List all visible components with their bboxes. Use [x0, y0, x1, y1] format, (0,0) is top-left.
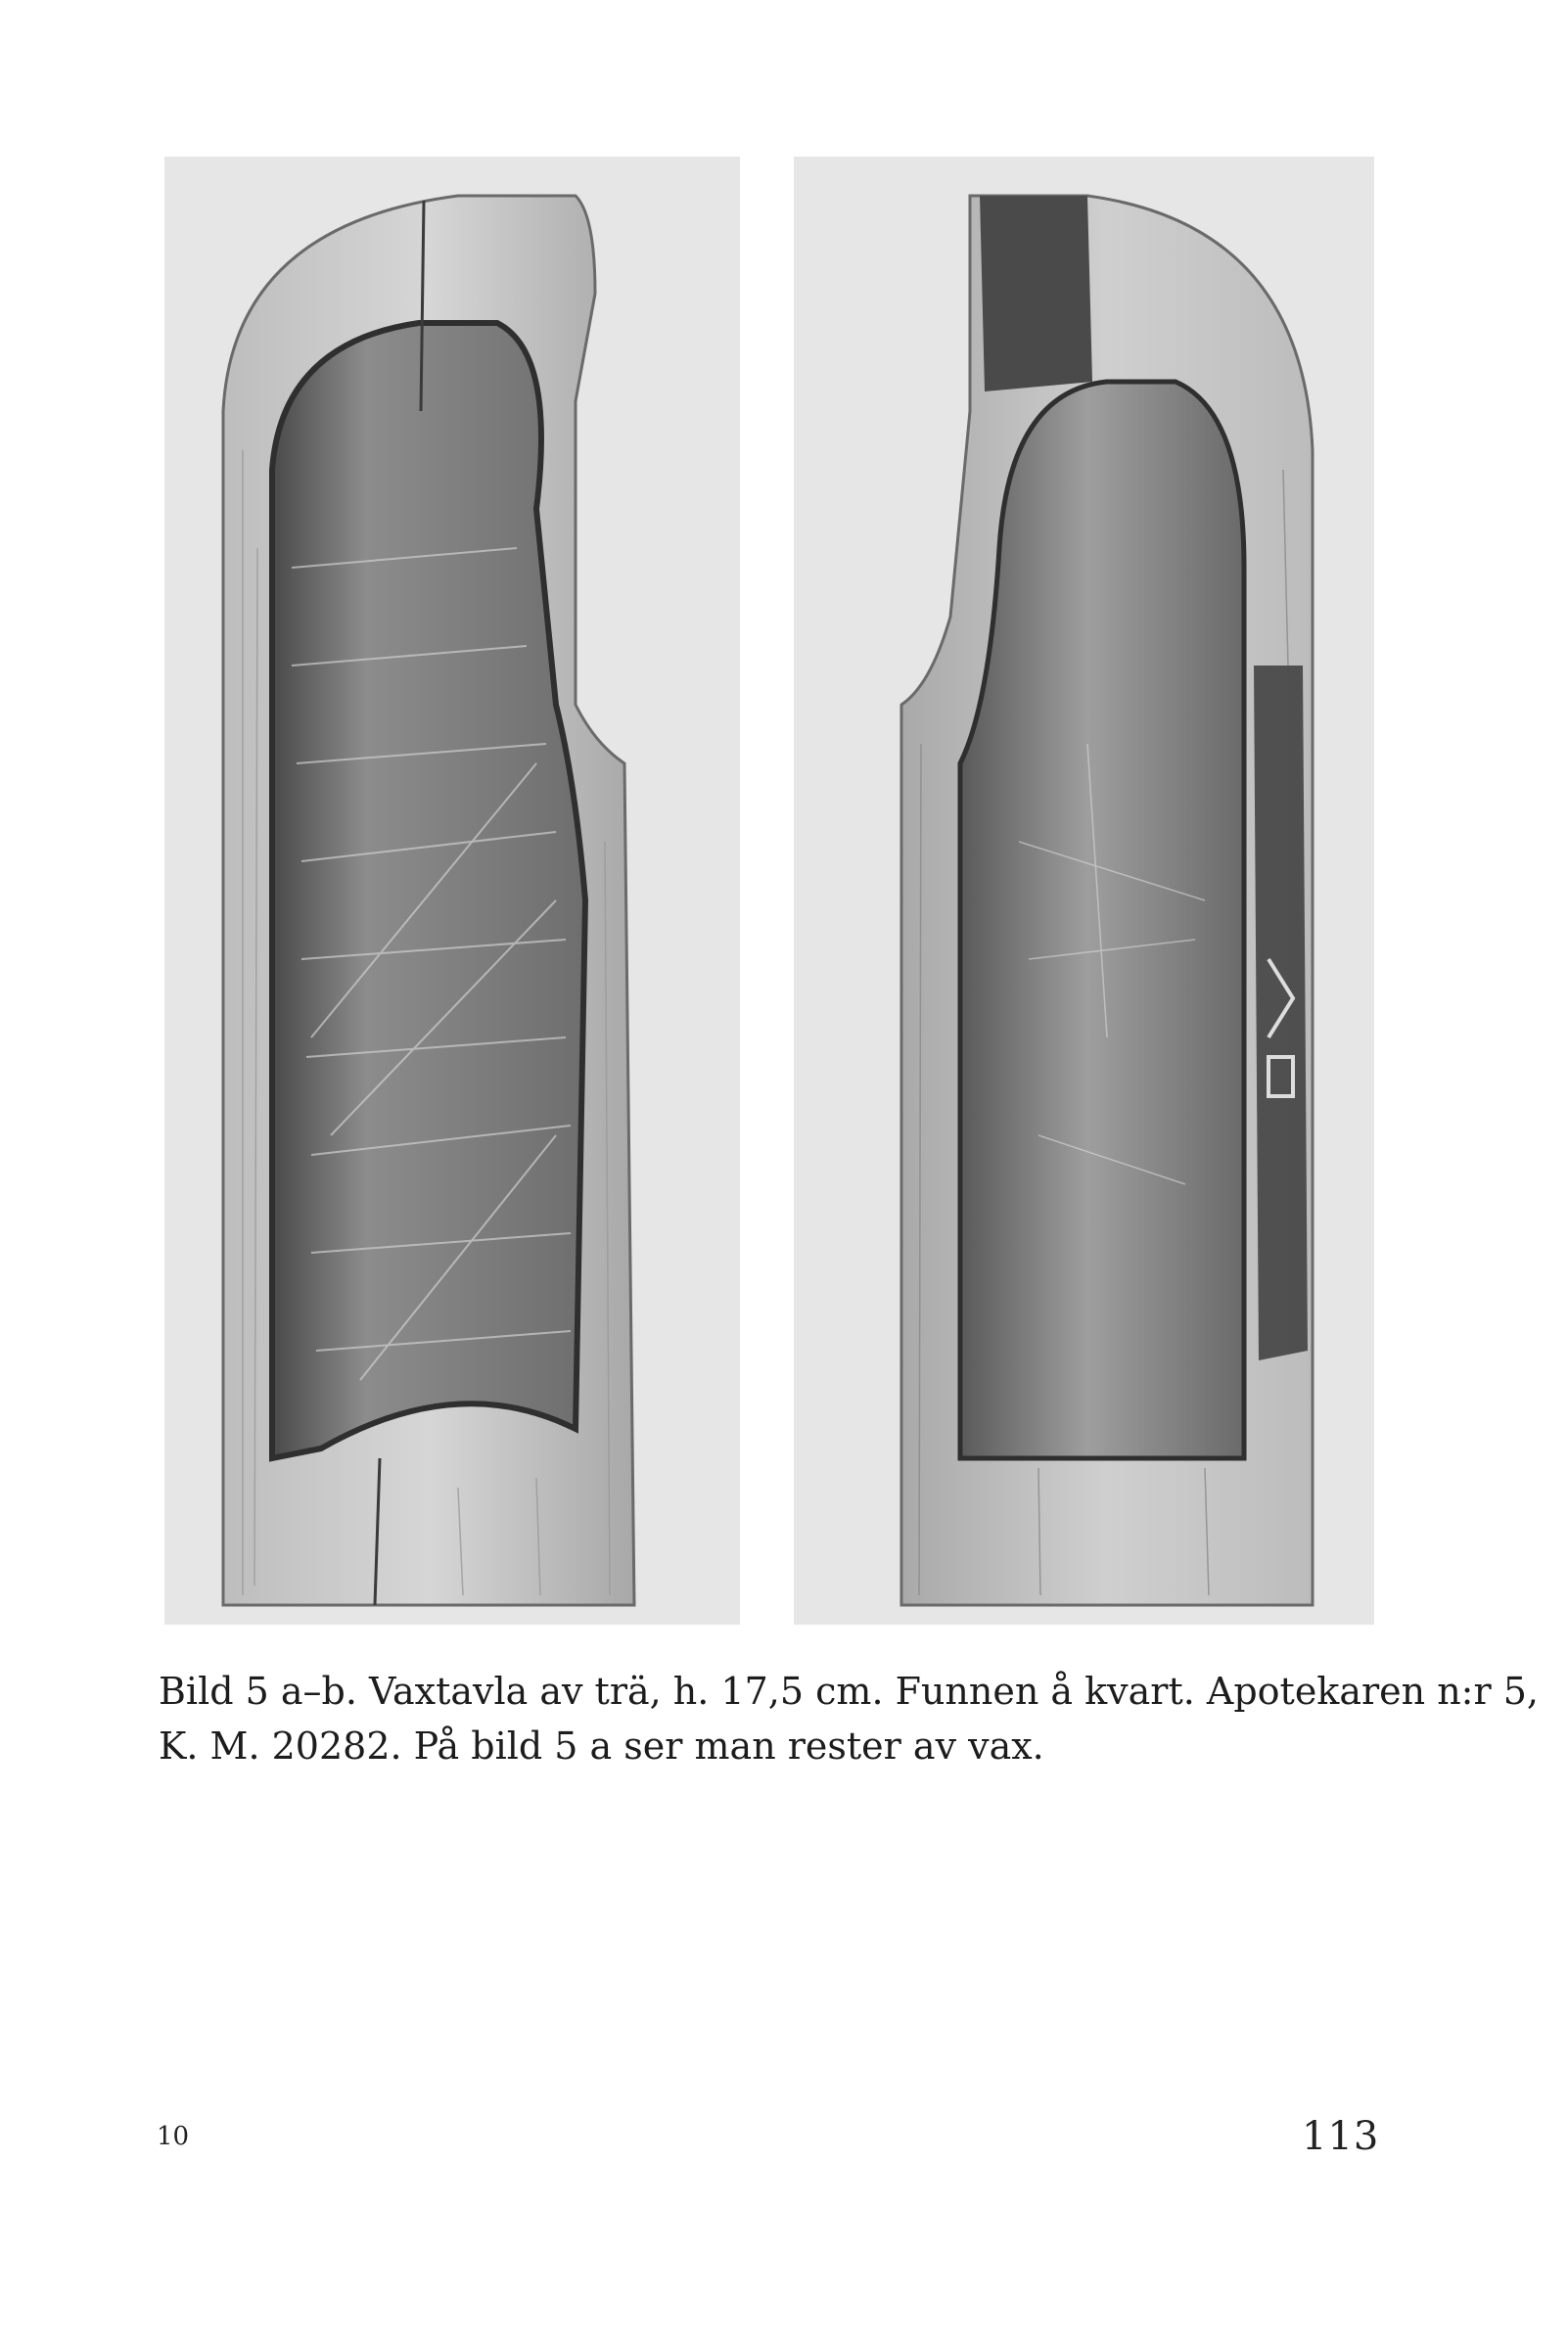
- wax-tablet-back-illustration: [794, 157, 1374, 1625]
- page-number: 113: [1302, 2114, 1380, 2159]
- wax-tablet-front-illustration: [164, 157, 740, 1625]
- signature-mark: 10: [157, 2122, 190, 2151]
- caption-line-1: Bild 5 a–b. Vaxtavla av trä, h. 17,5 cm. Funnen å kvart. Apotekaren n:r 5,: [159, 1670, 1539, 1713]
- photo-bild-5a: [164, 157, 740, 1625]
- photo-bild-5b: [794, 157, 1374, 1625]
- caption-line-2: K. M. 20282. På bild 5 a ser man rester av vax.: [159, 1724, 1044, 1768]
- figure: [164, 157, 1374, 1625]
- figure-caption: [159, 1664, 1539, 1773]
